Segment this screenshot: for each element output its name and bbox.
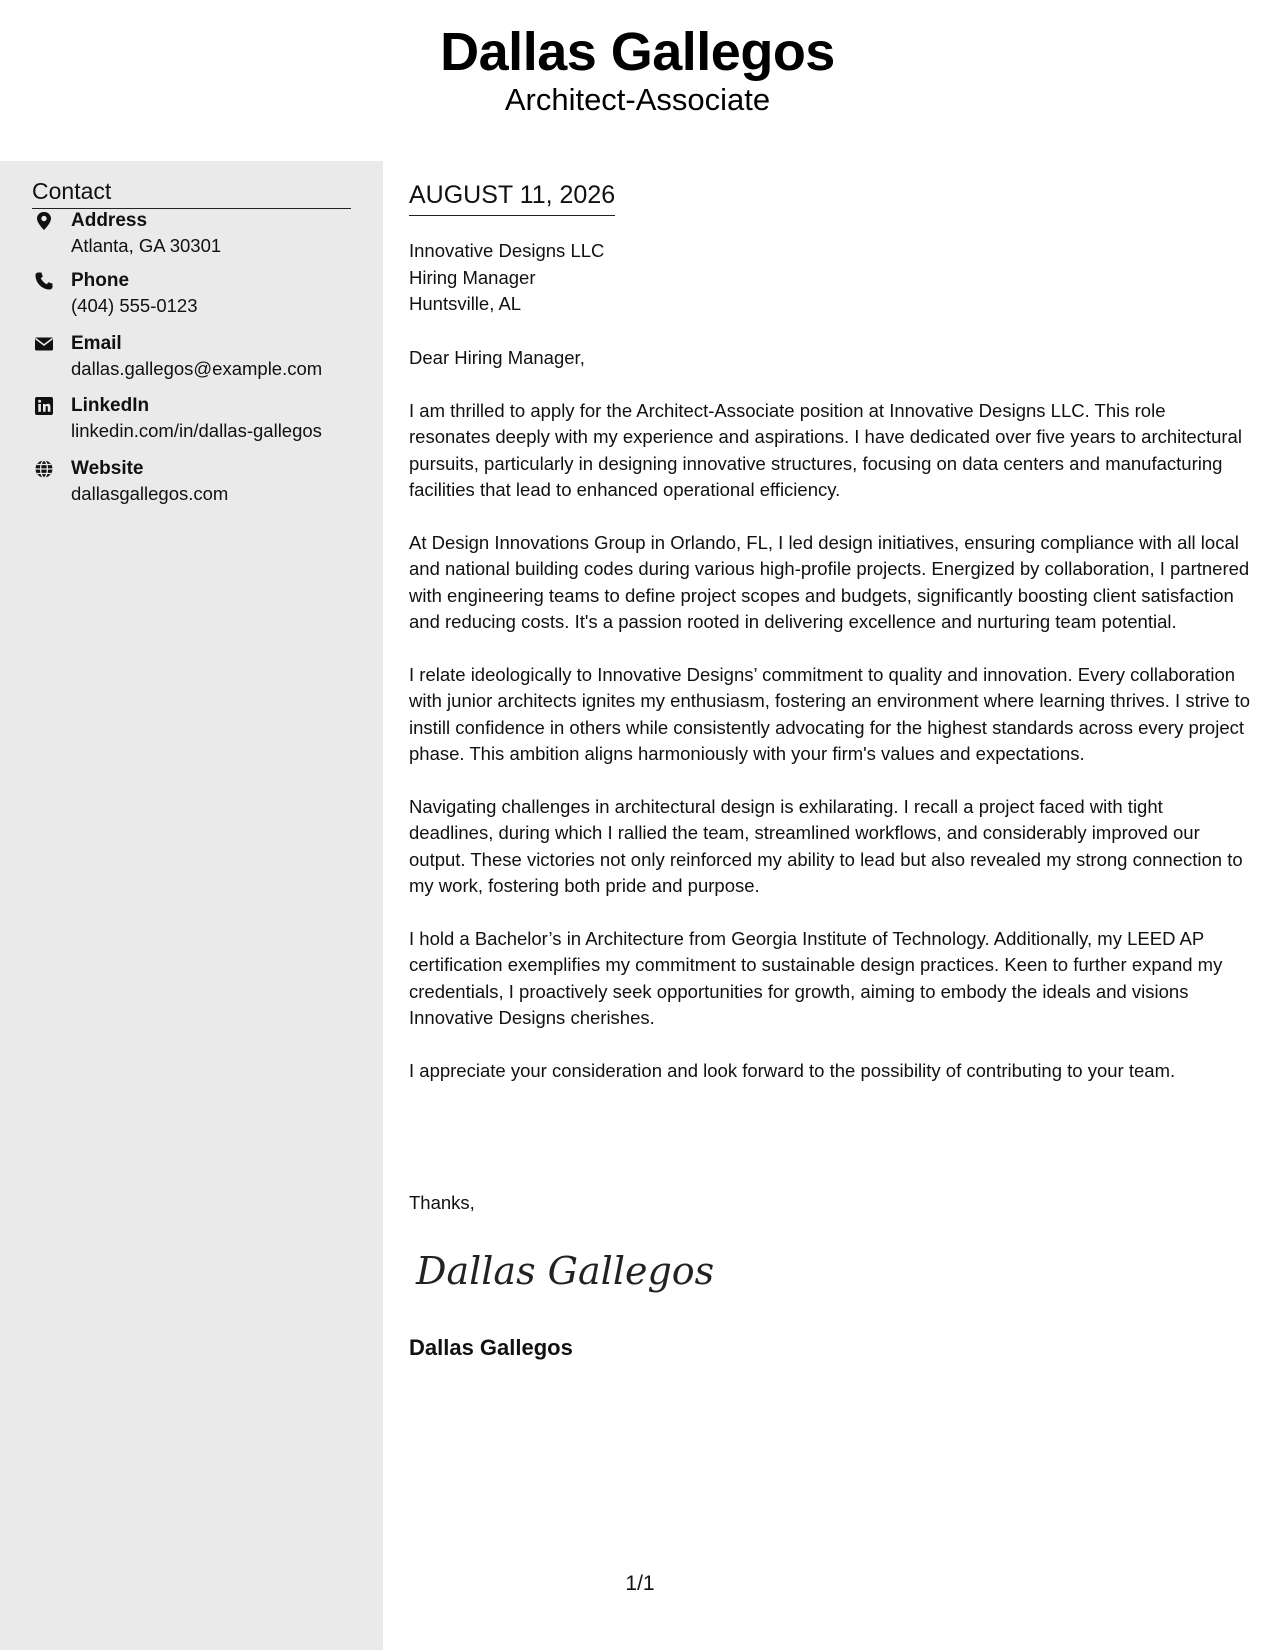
body-paragraph: I relate ideologically to Innovative Designs’ commitment to quality and innovation. Every collaboration with junior architects ignites my enthusiasm, fostering an environment where learning thrives. I strive to instill confidence in others while consistently advocating for the highest standards across every project phase. This ambition aligns harmoniously with your firm's values and expectations. [409,663,1251,765]
closing: Thanks, [409,1192,475,1213]
greeting: Dear Hiring Manager, [409,347,585,368]
letter-date: AUGUST 11, 2026 [409,179,615,216]
globe-icon [34,459,54,479]
phone-icon [34,271,54,291]
page-number: 1/1 [625,1572,655,1595]
linkedin-icon [34,396,54,416]
contact-value: dallas.gallegos@example.com [71,358,323,379]
recipient-role: Hiring Manager [409,266,536,288]
applicant-name: Dallas Gallegos [440,22,835,82]
body-paragraph: I hold a Bachelor’s in Architecture from Georgia Institute of Technology. Additionally, my LEED AP certification exemplifies my commitment to sustainable design practices. Keen to further expand my credentials, I proactively seek opportunities for growth, aiming to embody the ideals and visions Innovative Designs cherishes. [409,927,1223,1029]
contact-value: linkedin.com/in/dallas-gallegos [71,420,322,441]
contact-label: Website [71,458,144,479]
contact-value: (404) 555-0123 [71,295,198,316]
contact-value: Atlanta, GA 30301 [71,235,222,256]
contact-item-phone [32,269,372,325]
signature-text: Dallas Gallegos [416,1249,715,1293]
recipient-location: Huntsville, AL [409,293,522,314]
contact-heading: Contact [32,176,351,209]
applicant-title: Architect-Associate [504,82,771,117]
signer-name: Dallas Gallegos [409,1335,573,1360]
body-paragraph: At Design Innovations Group in Orlando, FL, I led design initiatives, ensuring compliance with all local and national building codes during various high-profile projects. Energized by collaboration, I partnered with engineering teams to define project scopes and budgets, significantly boosting client satisfaction and reducing costs. It's a passion rooted in delivering excellence and nurturing team potential. [409,531,1250,633]
letter-header [0,0,1275,161]
contact-label: LinkedIn [71,395,150,416]
body-paragraph: Navigating challenges in architectural design is exhilarating. I recall a project faced with tight deadlines, during which I rallied the team, streamlined workflows, and considerably improved our output. These victories not only reinforced my ability to lead but also revealed my strong connection to my work, fostering both pride and purpose. [409,795,1243,897]
contact-item-address [32,209,372,265]
contact-label: Phone [71,270,130,291]
contact-value: dallasgallegos.com [71,483,229,504]
contact-item-email [32,332,372,388]
contact-item-linkedin [32,394,372,450]
recipient-block [409,238,604,318]
contact-label: Address [71,210,148,231]
map-pin-icon [34,211,54,231]
letter-body [409,345,1251,1111]
signature [412,1242,715,1298]
envelope-icon [34,334,54,354]
body-paragraph: I appreciate your consideration and look forward to the possibility of contributing to your team. [409,1059,1176,1081]
body-paragraph: I am thrilled to apply for the Architect-Associate position at Innovative Designs LLC. This role resonates deeply with my experience and aspirations. I have dedicated over five years to architectural pursuits, particularly in designing innovative structures, focusing on data centers and manufacturing facilities that lead to enhanced operational efficiency. [409,399,1242,501]
contact-item-website [32,457,372,513]
contact-label: Email [71,333,122,354]
recipient-company: Innovative Designs LLC [409,240,605,261]
